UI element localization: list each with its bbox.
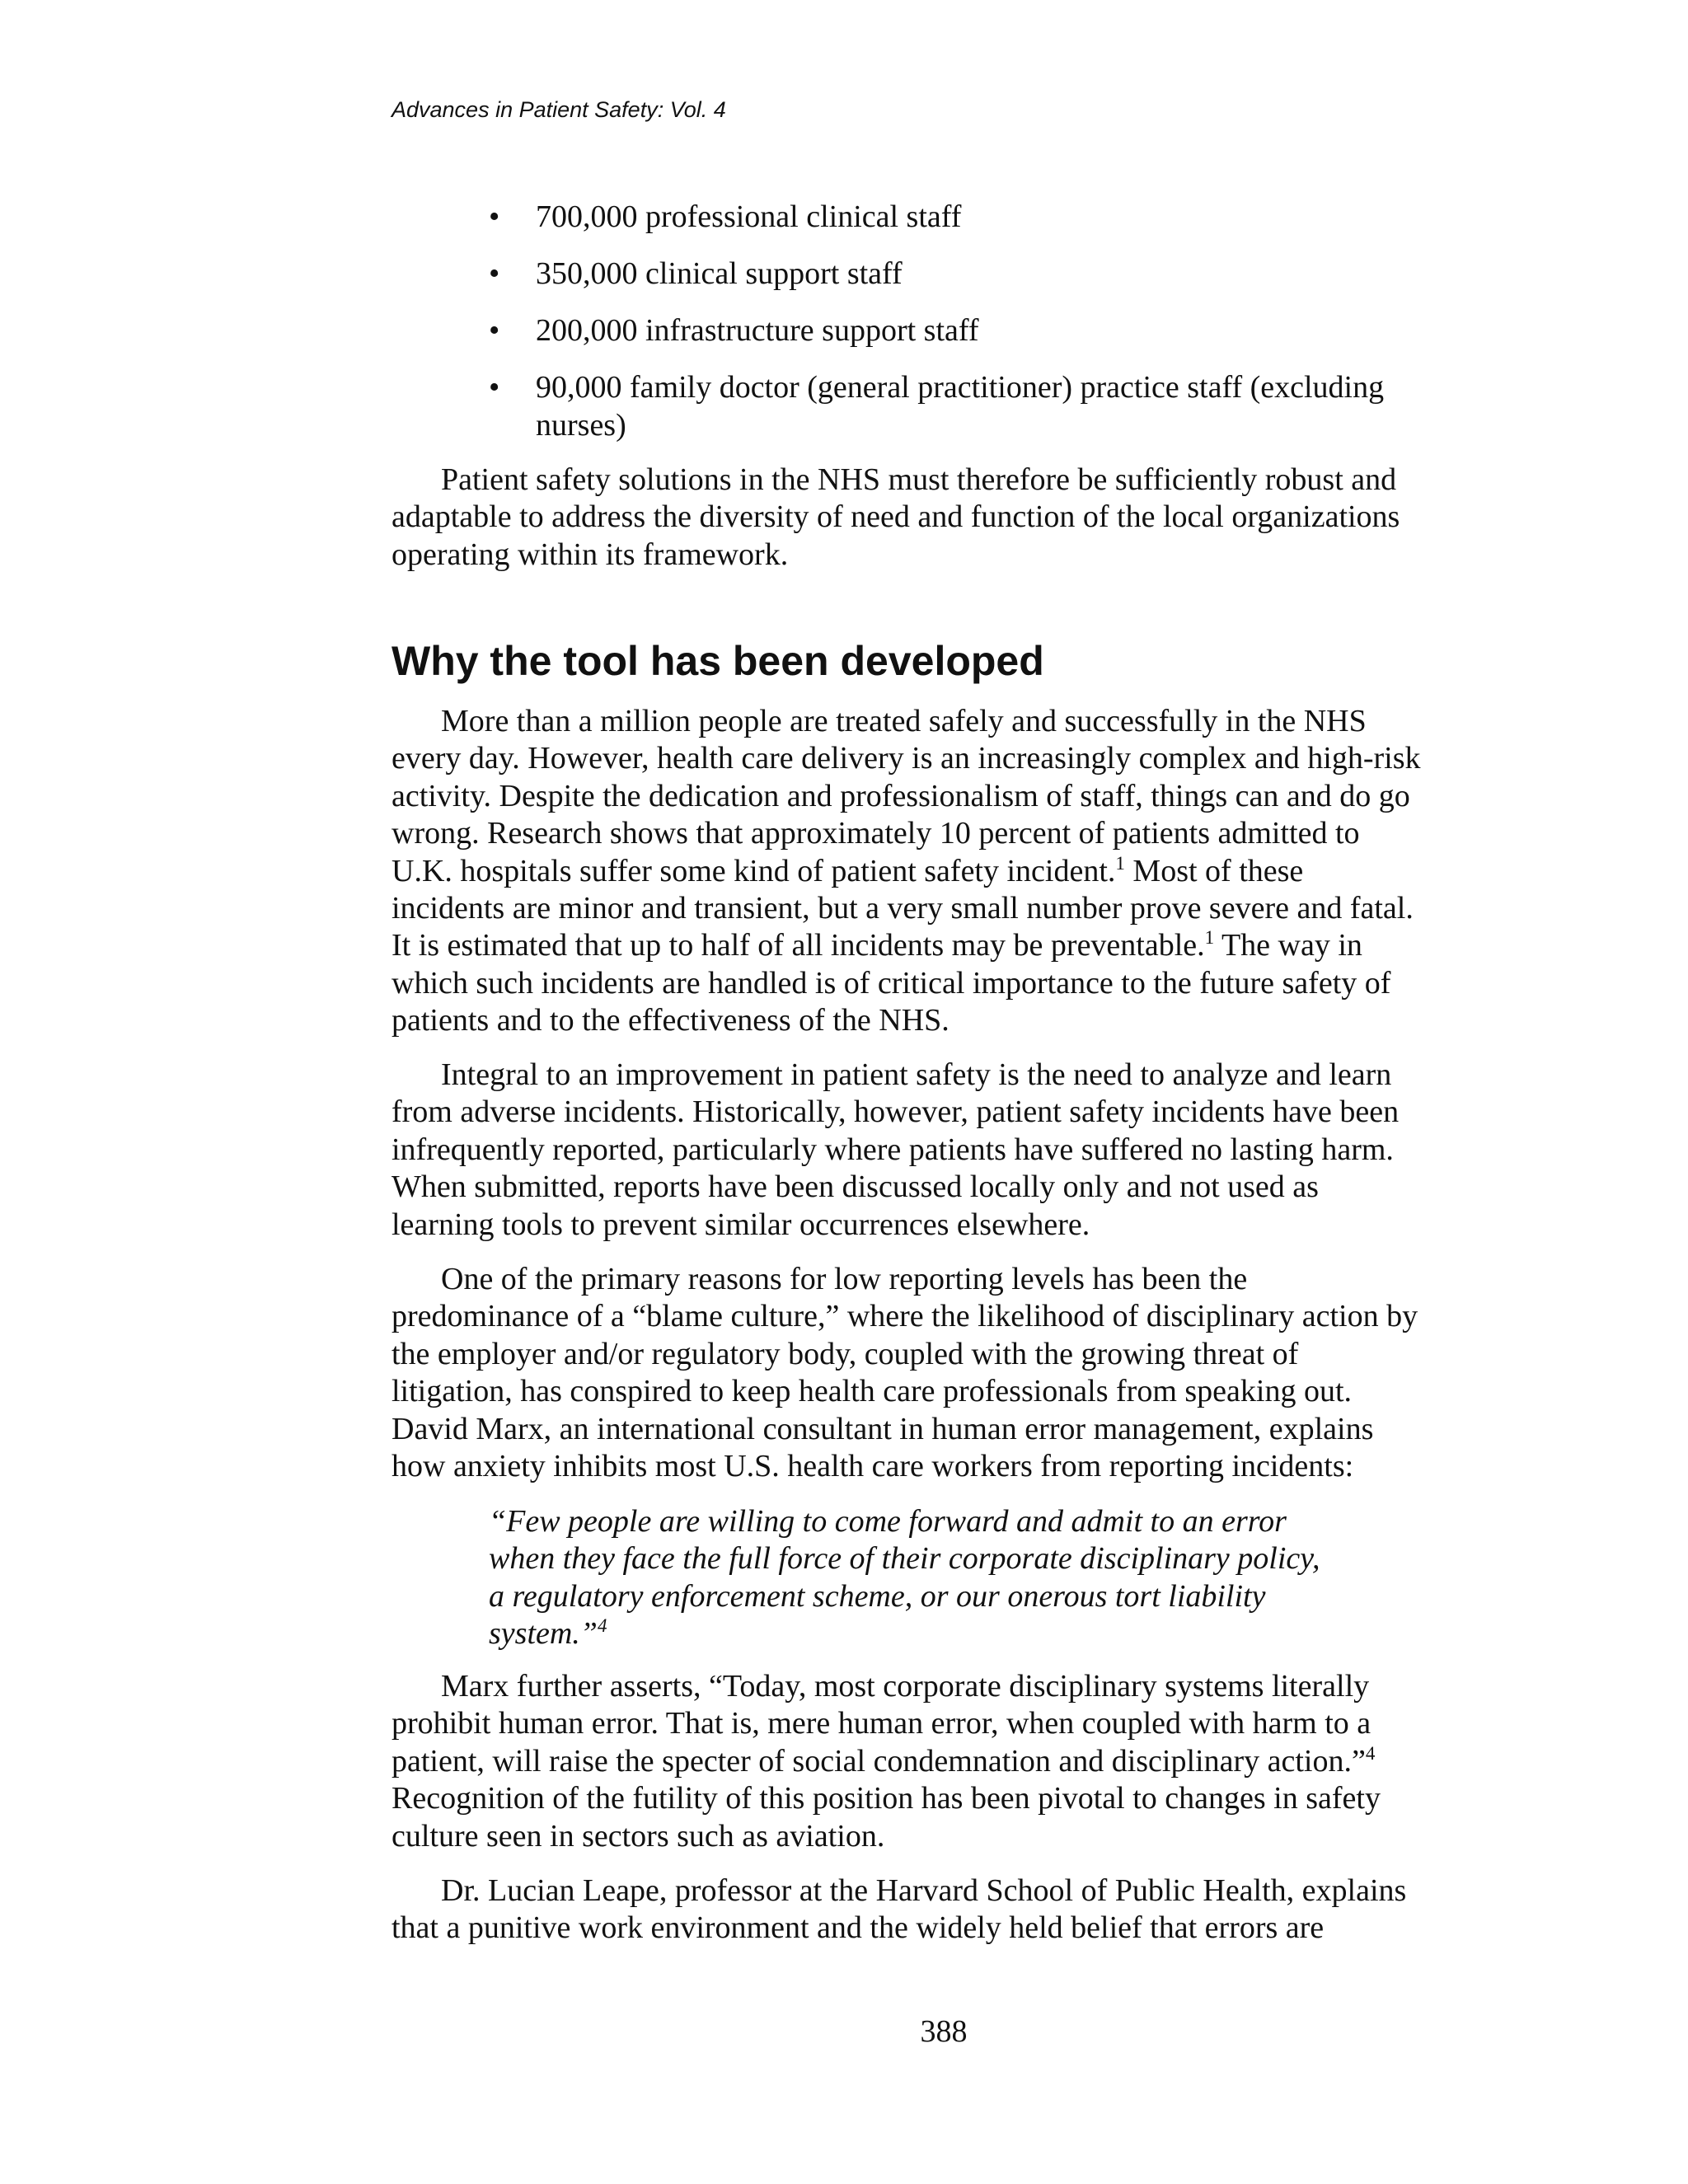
text-line: how anxiety inhibits most U.S. health care workers from reporting incidents:: [392, 1449, 1354, 1484]
staff-bullet-list: [392, 198, 1496, 463]
bullet-icon: •: [489, 370, 500, 405]
text-line: adaptable to address the diversity of need and function of the local organizations: [392, 499, 1400, 535]
bullet-icon: •: [489, 256, 500, 291]
list-item-text: 200,000 infrastructure support staff: [536, 313, 979, 348]
text-segment: The way in: [1214, 928, 1362, 963]
paragraph-1-block: [392, 703, 1496, 1040]
quote-line: when they face the full force of their corporate disciplinary policy,: [489, 1541, 1320, 1577]
text-line: incidents are minor and transient, but a very small number prove severe and fatal.: [392, 891, 1414, 926]
text-line: Recognition of the futility of this position has been pivotal to changes in safety: [392, 1781, 1381, 1816]
paragraph-5: [392, 1872, 1496, 1947]
text-line: which such incidents are handled is of critical importance to the future safety of: [392, 965, 1391, 1001]
paragraph-1: [392, 703, 1496, 1040]
text-line: infrequently reported, particularly where patients have suffered no lasting harm.: [392, 1132, 1394, 1167]
text-line: [392, 927, 1496, 964]
paragraph-4: [392, 1668, 1496, 1855]
paragraph-3: [392, 1261, 1496, 1485]
footnote-ref: 1: [1204, 927, 1215, 949]
bullet-icon: •: [489, 313, 500, 348]
text-line: Patient safety solutions in the NHS must therefore be sufficiently robust and: [441, 462, 1397, 497]
text-line: activity. Despite the dedication and professionalism of staff, things can and do go: [392, 778, 1410, 813]
list-item-text: 700,000 professional clinical staff: [536, 199, 962, 234]
text-line: Integral to an improvement in patient safety is the need to analyze and learn: [441, 1057, 1392, 1092]
text-segment: U.K. hospitals suffer some kind of patient safety incident.: [392, 853, 1116, 888]
text-segment: Most of these: [1124, 853, 1304, 888]
text-line: every day. However, health care delivery is an increasingly complex and high-risk: [392, 741, 1421, 776]
text-line: Dr. Lucian Leape, professor at the Harvard School of Public Health, explains: [441, 1873, 1407, 1908]
text-line: More than a million people are treated safely and successfully in the NHS: [441, 704, 1367, 738]
paragraph-2-block: [392, 1057, 1496, 1244]
footnote-ref: 4: [597, 1615, 607, 1637]
paragraph-2: [392, 1057, 1496, 1244]
paragraph-5-block: [392, 1872, 1496, 1947]
intro-paragraph: [392, 462, 1496, 574]
footnote-ref: 1: [1115, 852, 1125, 874]
bullet-icon: •: [489, 199, 500, 234]
paragraph-3-block: [392, 1261, 1496, 1485]
text-segment: patient, will raise the specter of social condemnation and disciplinary action.”: [392, 1743, 1366, 1779]
text-line: the employer and/or regulatory body, coupled with the growing threat of: [392, 1336, 1299, 1371]
text-line: prohibit human error. That is, mere human error, when coupled with harm to a: [392, 1706, 1372, 1741]
block-quote: [489, 1503, 1320, 1653]
text-line: that a punitive work environment and the widely held belief that errors are: [392, 1910, 1325, 1946]
text-line: [392, 853, 1496, 890]
text-line: [392, 1743, 1496, 1780]
list-item-text: 90,000 family doctor (general practitioner) practice staff (excluding nurses): [536, 370, 1385, 443]
footnote-ref: 4: [1365, 1742, 1376, 1764]
text-line: When submitted, reports have been discussed locally only and not used as: [392, 1169, 1319, 1205]
quote-line: “Few people are willing to come forward and admit to an error: [489, 1504, 1287, 1539]
list-item-text: 350,000 clinical support staff: [536, 256, 903, 291]
quote-line: [489, 1615, 1320, 1652]
quote-line: a regulatory enforcement scheme, or our onerous tort liability: [489, 1578, 1266, 1614]
list-item: [392, 198, 1496, 236]
text-line: culture seen in sectors such as aviation.: [392, 1818, 885, 1854]
text-line: patients and to the effectiveness of the NHS.: [392, 1003, 950, 1038]
text-line: wrong. Research shows that approximately 10 percent of patients admitted to: [392, 816, 1360, 851]
text-line: operating within its framework.: [392, 537, 789, 572]
text-line: David Marx, an international consultant in human error management, explains: [392, 1411, 1374, 1446]
list-item: [392, 312, 1496, 349]
text-line: One of the primary reasons for low reporting levels has been the: [441, 1262, 1248, 1296]
document-page: [392, 0, 1496, 2184]
page-number: 388: [920, 2014, 968, 2049]
text-line: Marx further asserts, “Today, most corporate disciplinary systems literally: [441, 1669, 1370, 1704]
text-line: predominance of a “blame culture,” where the likelihood of disciplinary action by: [392, 1299, 1418, 1334]
text-line: litigation, has conspired to keep health care professionals from speaking out.: [392, 1374, 1353, 1409]
paragraph-4-block: [392, 1668, 1496, 1855]
text-line: from adverse incidents. Historically, however, patient safety incidents have been: [392, 1094, 1400, 1130]
list-item: [392, 255, 1496, 293]
intro-paragraph-block: [392, 462, 1496, 574]
list-item: [392, 368, 1496, 444]
running-header: Advances in Patient Safety: Vol. 4: [392, 97, 726, 122]
text-segment: It is estimated that up to half of all incidents may be preventable.: [392, 928, 1205, 963]
text-line: learning tools to prevent similar occurrences elsewhere.: [392, 1207, 1090, 1242]
section-heading: Why the tool has been developed: [392, 638, 1044, 684]
text-segment: system.”: [489, 1616, 598, 1652]
